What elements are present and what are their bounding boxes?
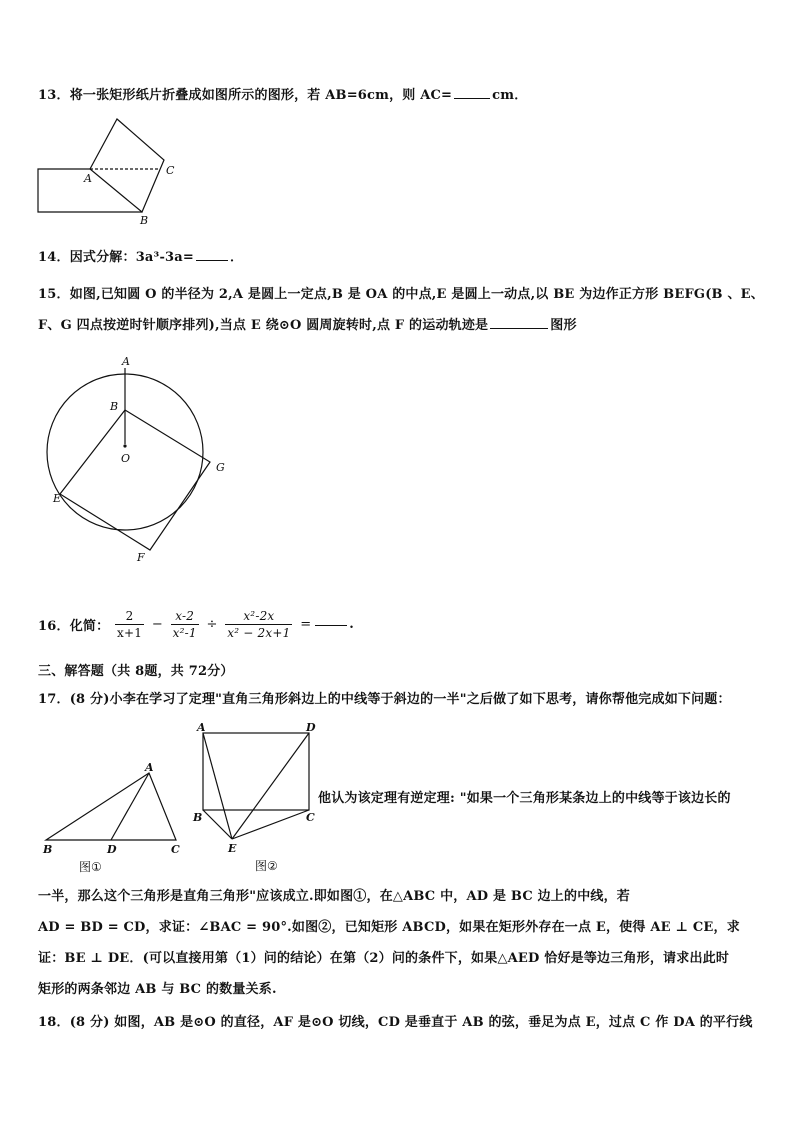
q16-fraction-3 (225, 608, 292, 641)
q17-line6: 矩形的两条邻边 AB 与 BC 的数量关系. (38, 982, 277, 997)
q18-line1: 18．(8 分) 如图，AB 是⊙O 的直径，AF 是⊙O 切线，CD 是垂直于 AB 的弦，垂足为点 E，过点 C 作 DA 的平行线 (38, 1015, 753, 1030)
q17-fig2-ce (232, 810, 309, 839)
q17-fig2-label-c: C (306, 811, 315, 824)
q17-fig2-label-d: D (306, 721, 316, 734)
q17-fig1-label-d: D (107, 843, 117, 856)
q15-label-b: B (110, 400, 119, 413)
q17-line4: AD = BD = CD，求证：∠BAC = 90°.如图②，已知矩形 ABCD，如果在矩形外存在一点 E，使得 AE ⊥ CE，求 (38, 920, 740, 935)
q14-text (38, 246, 243, 265)
q15-point-o (123, 444, 126, 447)
q13-label-b: B (140, 214, 149, 227)
q16-f2-num: x-2 (171, 608, 199, 625)
q17-fig1-triangle-abc (46, 773, 176, 840)
q17-figure-1 (36, 760, 191, 878)
q15-label-o: O (121, 452, 131, 465)
q16-expression (38, 608, 354, 641)
q16-f3-num: x²-2x (225, 608, 292, 625)
q17-fig1-label-b: B (43, 843, 53, 856)
q16-f3-den: x² − 2x+1 (227, 626, 291, 640)
q15-label-e: E (53, 492, 62, 505)
q14-answer-blank[interactable] (196, 259, 228, 261)
q17-fig2-rectangle-abcd (203, 733, 309, 810)
q17-fig1-caption: 图① (79, 860, 102, 874)
q16-f1-den: x+1 (117, 626, 143, 640)
q17-fig2-caption: 图② (255, 859, 278, 873)
q17-fig1-label-a: A (145, 761, 154, 774)
q16-op2: ÷ (206, 617, 218, 632)
q13-label-c: C (166, 164, 175, 177)
q16-fraction-2 (171, 608, 199, 641)
q15-line2-after: 图形 (550, 318, 577, 333)
q17-figure-2 (192, 717, 322, 879)
q14-text-after: ． (230, 250, 244, 265)
q17-fig2-label-b: B (193, 811, 203, 824)
q17-fig2-label-a: A (197, 721, 206, 734)
q13-text-before: 13．将一张矩形纸片折叠成如图所示的图形，若 AB=6cm，则 AC= (38, 88, 453, 103)
q17-line5: 证：BE ⊥ DE．(可以直接用第（1）问的结论）在第（2）问的条件下，如果△AED 恰好是等边三角形，请求出此时 (38, 951, 730, 966)
q17-fig1-median-ad (111, 773, 149, 840)
q17-fig2-ae (203, 733, 232, 839)
q13-folded-part (90, 119, 164, 212)
q13-text (38, 84, 527, 103)
q15-line2-before: F、G 四点按逆时针顺序排列),当点 E 绕⊙O 圆周旋转时,点 F 的运动轨迹是 (38, 318, 489, 333)
q15-answer-blank[interactable] (490, 327, 548, 329)
q13-label-a: A (84, 172, 92, 185)
q17-line1: 17．(8 分)小李在学习了定理"直角三角形斜边上的中线等于斜边的一半"之后做了如下思考，请你帮他完成如下问题： (38, 692, 731, 707)
q16-fraction-1 (115, 608, 144, 641)
q15-line2 (38, 314, 577, 333)
q16-prefix: 16．化简： (38, 619, 110, 634)
q17-fig2-label-e: E (228, 842, 237, 855)
q16-answer-blank[interactable] (315, 624, 347, 626)
q14-text-before: 14．因式分解：3a³-3a= (38, 250, 195, 265)
q16-f1-num: 2 (115, 608, 144, 625)
q13-answer-blank[interactable] (454, 97, 490, 99)
q16-suffix: . (349, 617, 355, 632)
q16-f2-den: x²-1 (172, 626, 197, 640)
q15-label-g: G (216, 461, 225, 474)
q17-fig1-label-c: C (171, 843, 180, 856)
q15-label-f: F (137, 551, 145, 564)
q17-line3: 一半，那么这个三角形是直角三角形"应该成立.即如图①，在△ABC 中，AD 是 BC 边上的中线，若 (38, 889, 630, 904)
section-3-heading: 三、解答题（共 8题，共 72分） (38, 664, 234, 679)
q16-eq: = (300, 617, 312, 632)
q16-op1: − (151, 617, 163, 632)
q17-side-text: 他认为该定理有逆定理: "如果一个三角形某条边上的中线等于该边长的 (318, 791, 731, 806)
q15-label-a: A (122, 355, 130, 368)
q17-fig2-de (232, 733, 309, 839)
q13-figure (30, 112, 190, 227)
q15-figure (40, 352, 240, 572)
q15-line1: 15．如图,已知圆 O 的半径为 2,A 是圆上一定点,B 是 OA 的中点,E 是圆上一动点,以 BE 为边作正方形 BEFG(B 、E、 (38, 287, 764, 302)
q13-text-after: cm． (492, 88, 528, 103)
